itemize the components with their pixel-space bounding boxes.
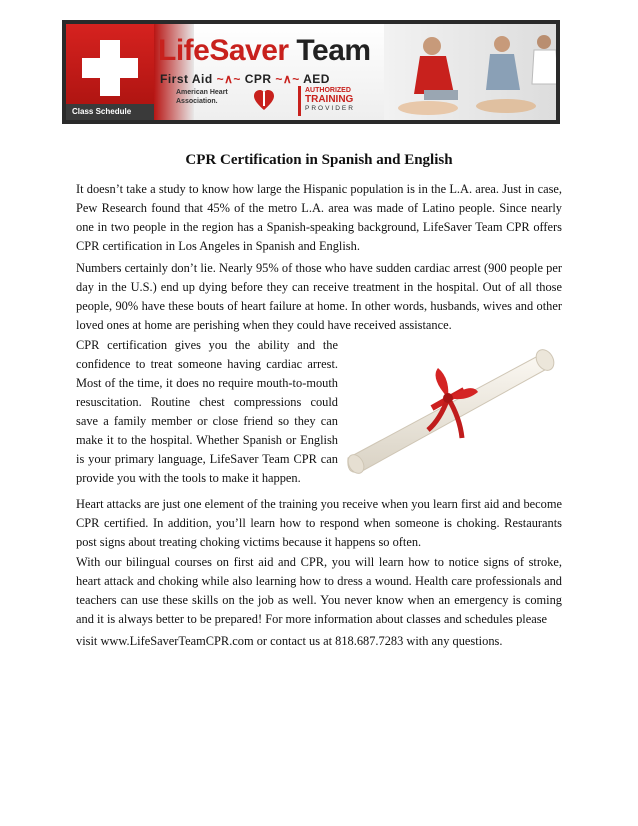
- red-cross-logo: [66, 24, 154, 120]
- aha-line-2: Association.: [176, 98, 218, 105]
- paragraph-3: CPR certification gives you the ability and the confidence to treat someone having cardiac arrest. Most of the time, it does no require mouth-to-mouth resuscitation. Routine chest compressions could save a family member or close friend so they can make it to the hospital. Whether Spanish or English is your primary language, LifeSaver Team CPR can provide you with the tools to make it happen.: [76, 338, 338, 485]
- cpr-people-illustration: [384, 24, 556, 120]
- aha-logo-block: [176, 88, 286, 116]
- heartbeat-icon: ~∧~: [216, 72, 241, 86]
- tagline-aed: AED: [303, 72, 330, 86]
- atp-line-1: AUTHORIZED: [305, 87, 351, 94]
- tagline-first-aid: First Aid: [160, 72, 213, 86]
- atp-line-2: TRAINING: [305, 94, 354, 105]
- atp-line-3: PROVIDER: [305, 105, 355, 112]
- banner-inner: [66, 24, 556, 120]
- cpr-training-photo: [384, 24, 556, 120]
- header-banner: [62, 20, 560, 124]
- paragraph-2: Numbers certainly don’t lie. Nearly 95% of those who have sudden cardiac arrest (900 people per day in the U.S.) end up dying before they can receive treatment in the hospital. Out of all those people, 90% have these bouts of heart failure at home. In other words, husbands, wives and other loved ones at home are perishing when they could have received assistance.: [76, 261, 562, 332]
- class-schedule-tab[interactable]: Class Schedule: [66, 104, 154, 120]
- heartbeat-icon-2: ~∧~: [275, 72, 300, 86]
- page-title: CPR Certification in Spanish and English: [185, 152, 453, 168]
- paragraph-6: visit www.LifeSaverTeamCPR.com or contact us at 818.687.7283 with any questions.: [76, 634, 503, 648]
- brand-tagline: [160, 72, 330, 86]
- brand-name: [158, 34, 371, 68]
- paragraph-1: It doesn’t take a study to know how large the Hispanic population is in the L.A. area. Just in case, Pew Research found that 45% of the metro L.A. area was made of Latino people. Since nearly one in two people in the region has a Spanish-speaking background, LifeSaver Team CPR offers CPR certification in Los Angeles in Spanish and English.: [76, 182, 562, 253]
- tagline-cpr: CPR: [244, 72, 272, 86]
- cross-icon-bar: [82, 58, 138, 78]
- paragraph-4: Heart attacks are just one element of the training you receive when you learn first aid and become CPR certified. In addition, you’ll learn how to respond when someone is choking. Restaurants post signs about treating choking victims because it happens so often.: [76, 497, 562, 549]
- aha-line-1: American Heart: [176, 89, 228, 96]
- authorized-training-provider: [298, 86, 379, 116]
- heart-torch-icon: [254, 90, 274, 112]
- paragraph-5: With our bilingual courses on first aid and CPR, you will learn how to notice signs of stroke, heart attack and choking while also learning how to dress a wound. Health care professionals and teachers can use these skills on the job as well. You never know when an emergency is coming and it is always better to be prepared! For more information about classes and schedules please: [76, 555, 562, 626]
- diploma-scroll-image: [342, 338, 558, 482]
- brand-part-2: Team: [296, 34, 371, 67]
- brand-part-1: LifeSaver: [158, 34, 289, 67]
